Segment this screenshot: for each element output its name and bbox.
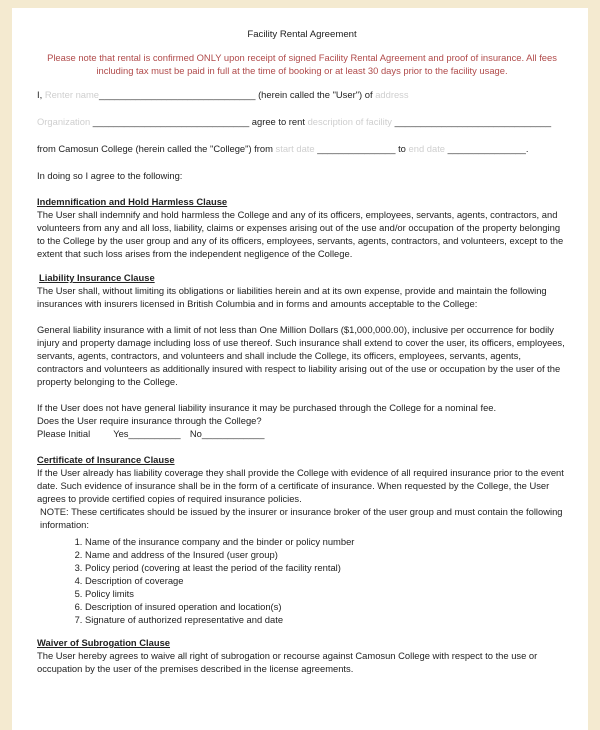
renter-line: [37, 88, 567, 101]
agree-line: In doing so I agree to the following:: [37, 170, 183, 181]
renter-suffix: (herein called the "User") of: [258, 89, 373, 100]
address-hint: address: [375, 89, 409, 100]
list-item: 5. Policy limits: [85, 587, 567, 600]
renter-name-blank: ______________________________: [99, 89, 256, 100]
agree-to-rent-text: agree to rent: [251, 116, 305, 127]
document-title: Facility Rental Agreement: [247, 29, 357, 40]
renter-name-hint: Renter name: [44, 89, 100, 100]
dates-to: to: [398, 143, 406, 154]
no-initial-field[interactable]: No____________: [189, 428, 265, 439]
document-page: [12, 8, 588, 730]
liability-body-1: The User shall, without limiting its obligations or liabilities herein and at its own expense, provide and maintain the following insurances with insurers licensed in British Columbia and in forms and amounts acceptable to the College:: [37, 285, 547, 309]
dates-prefix: from Camosun College (herein called the "College") from: [37, 143, 273, 154]
end-date-blank: _______________.: [447, 143, 529, 154]
certificate-body: If the User already has liability coverage they shall provide the College with evidence of all required insurance prior to the event date. Such evidence of insurance shall be in the form of a certificate of insurance. When requested by the College, the User agrees to provide certified copies of required insurance policies.: [37, 467, 564, 504]
organization-blank: ______________________________: [92, 116, 250, 127]
list-item: 3. Policy period (covering at least the period of the facility rental): [85, 561, 567, 574]
certificate-heading: Certificate of Insurance Clause: [37, 454, 175, 465]
facility-hint: description of facility: [307, 116, 392, 127]
start-date-hint: start date: [275, 143, 315, 154]
facility-blank: ______________________________: [394, 116, 552, 127]
renter-prefix: I,: [37, 89, 43, 100]
waiver-body: The User hereby agrees to waive all right of subrogation or recourse against Camosun College with respect to the use or occupation by the user of the premises described in the license agreements.: [37, 650, 538, 674]
liability-body-3: If the User does not have general liability insurance it may be purchased through the College for a nominal fee.: [37, 402, 497, 413]
yes-initial-field[interactable]: Yes__________: [113, 428, 181, 439]
organization-line: [37, 115, 567, 128]
liability-body-2: General liability insurance with a limit of not less than One Million Dollars ($1,000,000.00), inclusive per occurrence for bodily injury and property damage including loss of use thereof. Such insurance shall extend to cover the user, its officers, employees, servants, agents, contractors, and volunteers and shall include the College, its officers, employees, servants, agents, contractors and volunteers as additionally insured with respect to liability arising out of the use or occupation by the user of the property belonging to the College.: [37, 324, 565, 387]
initial-row: [37, 427, 567, 440]
certificate-requirements-list: [73, 535, 567, 626]
organization-hint: Organization: [37, 116, 91, 127]
document-content: [37, 28, 567, 675]
list-item: 4. Description of coverage: [85, 574, 567, 587]
liability-heading: Liability Insurance Clause: [39, 272, 155, 283]
start-date-blank: _______________: [317, 143, 396, 154]
list-item: 7. Signature of authorized representative and date: [85, 613, 567, 626]
end-date-hint: end date: [408, 143, 446, 154]
indemnification-heading: Indemnification and Hold Harmless Clause: [37, 196, 228, 207]
rental-notice: Please note that rental is confirmed ONLY upon receipt of signed Facility Rental Agreement and proof of insurance. All fees including tax must be paid in full at the time of booking or at least 30 days prior to the facility usage.: [47, 52, 557, 76]
certificate-note: NOTE: These certificates should be issued by the insurer or insurance broker of the user group and must contain the following information:: [40, 506, 563, 530]
list-item: 2. Name and address of the Insured (user group): [85, 548, 567, 561]
insurance-question: Does the User require insurance through the College?: [37, 415, 262, 426]
initial-label: Please Initial: [37, 428, 91, 439]
indemnification-body: The User shall indemnify and hold harmless the College and any of its officers, employees, servants, agents, contractors, and volunteers from any and all loss, liability, claims or expenses arising out of the use and/or occupation of the property belonging to the College by the user group and any of its officers, employees, servants, agents, contractors, and volunteers, except to the extent that such loss arises from the independent negligence of the College.: [37, 209, 564, 259]
list-item: 6. Description of insured operation and location(s): [85, 600, 567, 613]
dates-line: [37, 142, 567, 155]
list-item: 1. Name of the insurance company and the binder or policy number: [85, 535, 567, 548]
waiver-heading: Waiver of Subrogation Clause: [37, 637, 171, 648]
